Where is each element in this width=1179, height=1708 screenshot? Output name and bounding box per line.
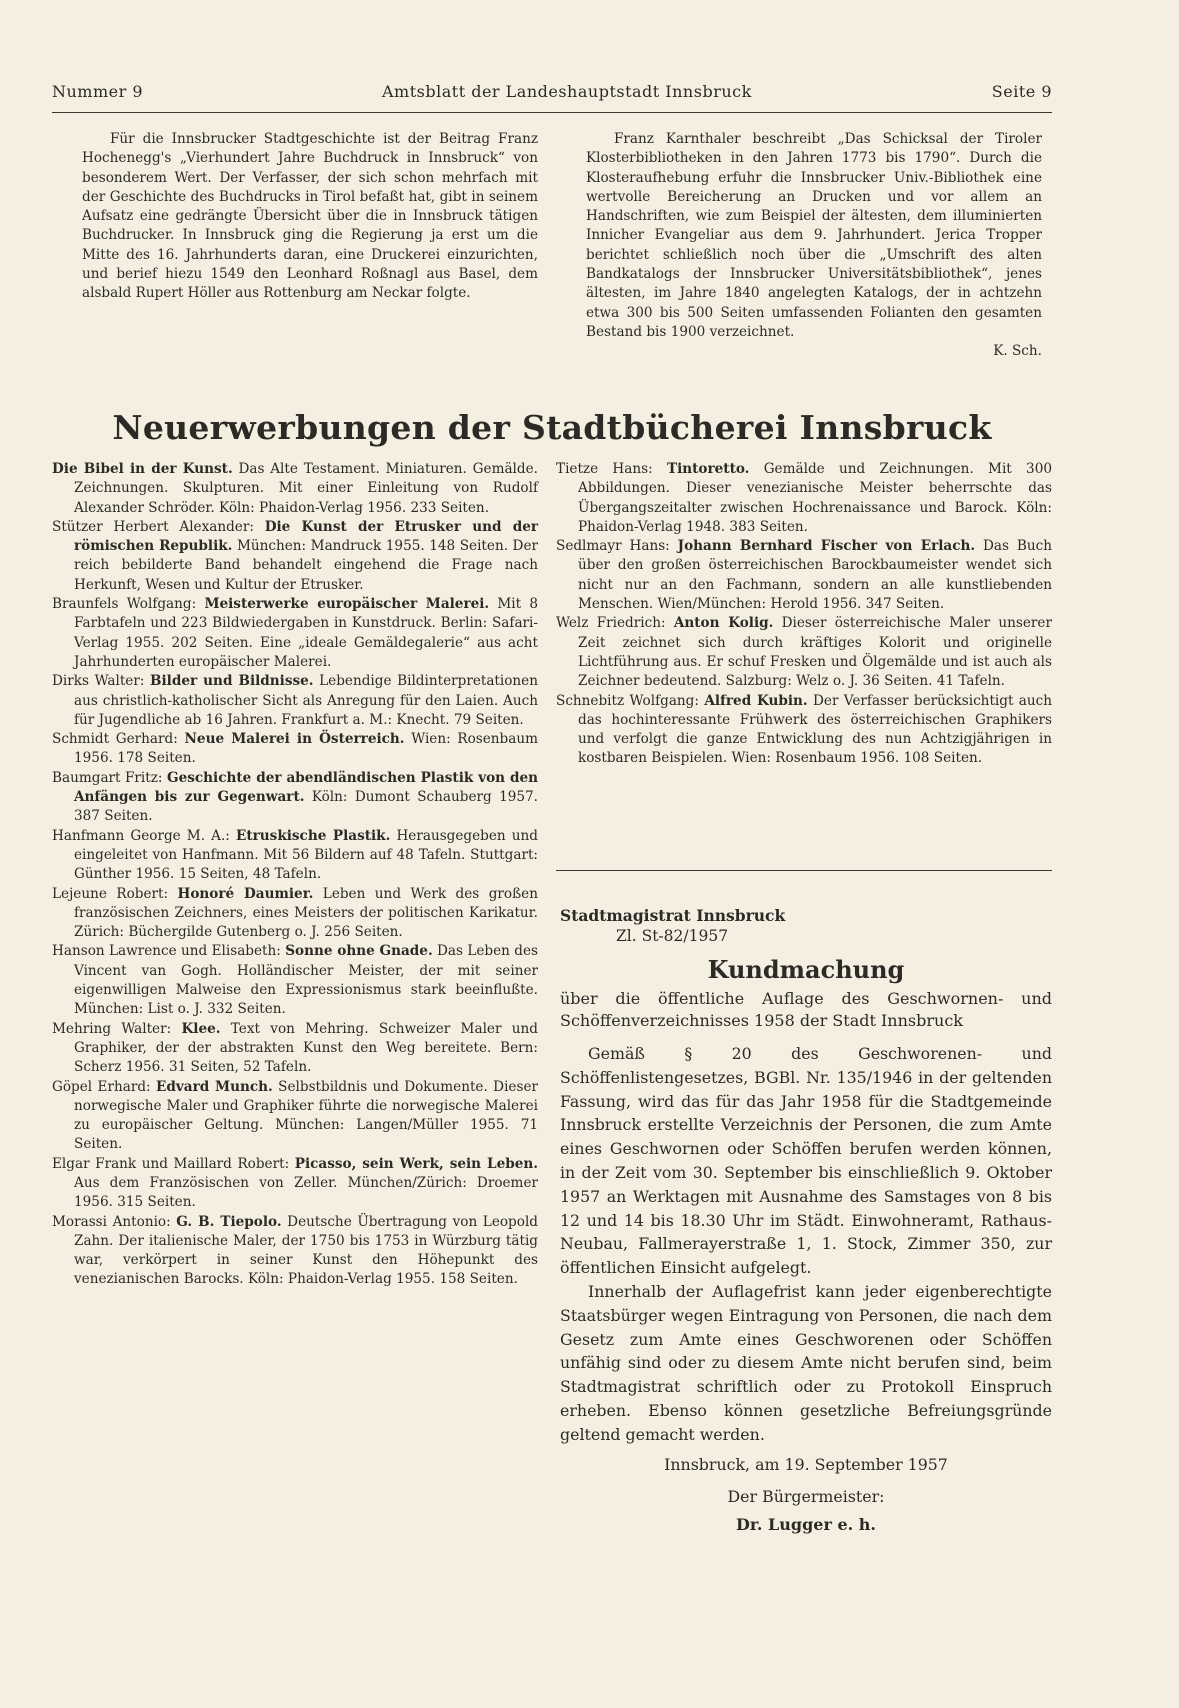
book-author: Braunfels Wolfgang: (52, 596, 205, 613)
book-title: Klee. (181, 1020, 221, 1037)
book-description: Text von Mehring. Schweizer Maler und Graphiker, der der abstrakten Kunst den Weg bereitete. Bern: Scherz 1956. 31 Seiten, 52 Tafeln. (74, 1020, 538, 1076)
book-entry (556, 460, 1052, 537)
notice-body (560, 1042, 1052, 1447)
book-description: München: Mandruck 1955. 148 Seiten. Der reich bebilderte Band behandelt eingehend die Frage nach Herkunft, Wesen und Kultur der Etrusker. (74, 538, 538, 593)
notice-heading: Kundmachung (707, 955, 905, 984)
book-title: Alfred Kubin. (704, 692, 808, 709)
book-title: Geschichte der abendländischen Plastik von den Anfängen bis zur Gegenwart. (74, 769, 538, 806)
notice-paragraph-1: Gemäß § 20 des Geschworenen- und Schöffenlistengesetzes, BGBl. Nr. 135/1946 in der geltenden Fassung, wird das für das Jahr 1958 für die Stadtgemeinde Innsbruck erstellte Verzeichnis der Personen, die zum Amte eines Geschwornen oder Schöffen berufen werden können, in der Zeit vom 30. September bis einschließlich 9. Oktober 1957 an Werktagen mit Ausnahme des Samstages von 8 bis 12 und 14 bis 18.30 Uhr im Städt. Einwohneramt, Rathaus-Neubau, Fallmerayerstraße 1, 1. Stock, Zimmer 350, zur öffentlichen Einsicht aufgelegt. (560, 1044, 1052, 1278)
notice-subject: über die öffentliche Auflage des Geschwornen- und Schöffenverzeichnisses 1958 der Stadt Innsbruck (560, 989, 1052, 1030)
book-title: Picasso, sein Werk, sein Leben. (294, 1155, 538, 1172)
top-right-column (586, 130, 1042, 362)
book-entry (52, 595, 538, 672)
section-title: Neuerwerbungen der Stadtbücherei Innsbruck (112, 408, 992, 447)
book-description: Lebendige Bildinterpretationen aus christlich-katholischer Sicht als Anregung für den Laien. Auch für Jugendliche ab 16 Jahren. Frankfurt a. M.: Knecht. 79 Seiten. (74, 673, 538, 728)
book-title: Sonne ohne Gnade. (285, 943, 433, 960)
notice-signer-name: Dr. Lugger e. h. (736, 1514, 876, 1534)
book-author: Welz Friedrich: (556, 615, 674, 632)
book-title: Anton Kolig. (673, 615, 774, 632)
book-author: Dirks Walter: (52, 673, 151, 690)
book-title: Meisterwerke europäischer Malerei. (204, 596, 490, 613)
book-entry (52, 942, 538, 1019)
book-description: Selbstbildnis und Dokumente. Dieser norwegische Maler und Graphiker führte die norwegische Malerei zu europäischer Geltung. München: Langen/Müller 1955. 71 Seiten. (74, 1078, 538, 1153)
book-description: Dieser österreichische Maler unserer Zeit zeichnet sich durch kräftiges Kolorit und originelle Lichtführung aus. Er schuf Fresken und Ölgemälde und ist auch als Zeichner bedeutend. Salzburg: Welz o. J. 36 Seiten. 41 Tafeln. (578, 615, 1052, 690)
notice-paragraph-2: Innerhalb der Auflagefrist kann jeder eigenberechtigte Staatsbürger wegen Eintragung von Personen, die nach dem Gesetz zum Amte eines Geschworenen oder Schöffen unfähig sind oder zu diesem Amte nicht berufen sind, beim Stadtmagistrat schriftlich oder zu Protokoll Einspruch erheben. Ebenso können gesetzliche Befreiungsgründe geltend gemacht werden. (560, 1281, 1052, 1444)
book-description: Das Leben des Vincent van Gogh. Holländischer Meister, der mit seiner eigenwilligen Malweise den Expressionismus stark beeinflußte. München: List o. J. 332 Seiten. (74, 943, 538, 1018)
book-description: Der Verfasser berücksichtigt auch das hochinteressante Frühwerk des österreichischen Graphikers und verfolgt die ganze Entwicklung des nun Achtzigjährigen in kostbaren Beispielen. Wien: Rosenbaum 1956. 108 Seiten. (578, 692, 1052, 767)
book-description: Köln: Dumont Schauberg 1957. 387 Seiten. (74, 789, 538, 825)
book-description: Herausgegeben und eingeleitet von Hanfmann. Mit 56 Bildern auf 48 Tafeln. Stuttgart: Günther 1956. 15 Seiten, 48 Tafeln. (74, 827, 539, 883)
book-entry (556, 614, 1052, 691)
book-description: Deutsche Übertragung von Leopold Zahn. Der italienische Maler, der 1750 bis 1753 in Würzburg tätig war, verkörpert in seiner Kunst den Höhepunkt des venezianischen Barocks. Köln: Phaidon-Verlag 1955. 158 Seiten. (74, 1213, 538, 1288)
book-entry (52, 769, 538, 827)
book-title: Edvard Munch. (156, 1078, 273, 1095)
issue-number: Nummer 9 (52, 82, 144, 101)
book-description: Leben und Werk des großen französischen Zeichners, eines Meisters der politischen Karikatur. Zürich: Büchergilde Gutenberg o. J. 256 Seiten. (74, 885, 538, 941)
book-author: Tietze Hans: (556, 461, 667, 477)
book-description: Das Buch über den großen österreichischen Barockbaumeister wendet sich nicht nur an den Fachmann, sondern an alle kunstliebenden Menschen. Wien/München: Herold 1956. 347 Seiten. (578, 538, 1052, 613)
top-left-column (82, 130, 538, 304)
page-header (52, 82, 1052, 106)
book-entry (52, 672, 538, 730)
book-title: Die Bibel in der Kunst. (52, 461, 233, 477)
header-rule (52, 112, 1052, 113)
book-author: Schmidt Gerhard: (52, 731, 185, 748)
top-right-signature: K. Sch. (993, 343, 1042, 360)
book-author: Lejeune Robert: (52, 885, 178, 902)
notice-signer-title: Der Bürgermeister: (727, 1486, 885, 1506)
book-list-left (52, 460, 538, 1290)
book-author: Hanson Lawrence und Elisabeth: (52, 943, 286, 960)
book-title: Neue Malerei in Österreich. (184, 731, 405, 748)
book-entry (556, 537, 1052, 614)
official-notice (560, 905, 1052, 1534)
book-description: Das Alte Testament. Miniaturen. Gemälde. Zeichnungen. Skulpturen. Mit einer Einleitung von Rudolf Alexander Schröder. Köln: Phaidon-Verlag 1956. 233 Seiten. (74, 461, 538, 516)
book-description: Gemälde und Zeichnungen. Mit 300 Abbildungen. Dieser venezianische Meister beherrschte das Übergangszeitalter zwischen Hochrenaissance und Barock. Köln: Phaidon-Verlag 1948. 383 Seiten. (578, 461, 1052, 535)
book-author: Göpel Erhard: (52, 1078, 156, 1095)
book-description: Wien: Rosenbaum 1956. 178 Seiten. (74, 731, 538, 767)
page-number: Seite 9 (991, 82, 1052, 101)
book-entry (52, 885, 538, 943)
book-author: Baumgart Fritz: (52, 769, 167, 786)
book-title: Die Kunst der Etrusker und der römischen Republik. (74, 518, 539, 555)
book-title: Etruskische Plastik. (235, 827, 391, 844)
book-entry (52, 460, 538, 518)
book-author: Stützer Herbert Alexander: (52, 518, 265, 535)
book-author: Mehring Walter: (52, 1020, 182, 1037)
book-entry (52, 1078, 538, 1155)
book-entry (556, 692, 1052, 769)
book-entry (52, 518, 538, 595)
book-title: Johann Bernhard Fischer von Erlach. (677, 538, 976, 555)
book-list-right (556, 460, 1052, 769)
book-description: Mit 8 Farbtafeln und 223 Bildwiedergaben in Kunstdruck. Berlin: Safari-Verlag 1955. 202 Seiten. Eine „ideale Gemäldegalerie“ aus acht Jahrhunderten europäischer Malerei. (74, 596, 538, 670)
book-entry (52, 827, 538, 885)
book-description: Aus dem Französischen von Zeller. München/Zürich: Droemer 1956. 315 Seiten. (74, 1174, 538, 1211)
notice-authority: Stadtmagistrat Innsbruck (560, 906, 786, 925)
book-title: Honoré Daumier. (177, 885, 314, 902)
book-author: Elgar Frank und Maillard Robert: (52, 1155, 295, 1172)
book-entry (52, 730, 538, 769)
book-author: Hanfmann George M. A.: (52, 827, 236, 844)
notice-place-date: Innsbruck, am 19. September 1957 (664, 1454, 948, 1474)
notice-reference: Zl. St-82/1957 (616, 927, 729, 945)
book-author: Morassi Antonio: (52, 1213, 177, 1230)
notice-divider (556, 870, 1052, 871)
book-entry (52, 1020, 538, 1078)
publication-title: Amtsblatt der Landeshauptstadt Innsbruck (382, 82, 752, 101)
book-author: Sedlmayr Hans: (556, 538, 678, 555)
book-author: Schnebitz Wolfgang: (556, 692, 705, 709)
book-entry (52, 1213, 538, 1290)
book-title: G. B. Tiepolo. (176, 1213, 282, 1230)
book-title: Tintoretto. (666, 461, 750, 477)
book-title: Bilder und Bildnisse. (150, 673, 314, 690)
top-left-paragraph: Für die Innsbrucker Stadtgeschichte ist der Beitrag Franz Hochenegg's „Vierhundert Jahre Buchdruck in Innsbruck“ von besonderem Wert. Der Verfasser, der sich schon mehrfach mit der Geschichte des Buchdrucks in Tirol befaßt hat, gibt in seinem Aufsatz eine gedrängte Übersicht über die in Innsbruck tätigen Buchdrucker. In Innsbruck ging die Regierung ja erst um die Mitte des 16. Jahrhunderts daran, eine Druckerei einzurichten, und berief hiezu 1549 den Leonhard Roßnagl aus Basel, dem alsbald Rupert Höller aus Rottenburg am Neckar folgte. (82, 131, 538, 302)
book-entry (52, 1155, 538, 1213)
top-right-paragraph: Franz Karnthaler beschreibt „Das Schicksal der Tiroler Klosterbibliotheken in den Jahren 1773 bis 1790“. Durch die Klosteraufhebung erfuhr die Innsbrucker Univ.-Bibliothek eine wertvolle Bereicherung an Drucken und vor allem an Handschriften, wie zum Beispiel der ältesten, dem illuminierten Innicher Evangeliar aus dem 9. Jahrhundert. Jerica Tropper berichtet schließlich noch über die „Umschrift des alten Bandkatalogs der Innsbrucker Universitätsbibliothek“, jenes ältesten, im Jahre 1840 angelegten Katalogs, der in achtzehn etwa 300 bis 500 Seiten umfassenden Folianten den gesamten Bestand bis 1900 verzeichnet. (586, 131, 1042, 340)
